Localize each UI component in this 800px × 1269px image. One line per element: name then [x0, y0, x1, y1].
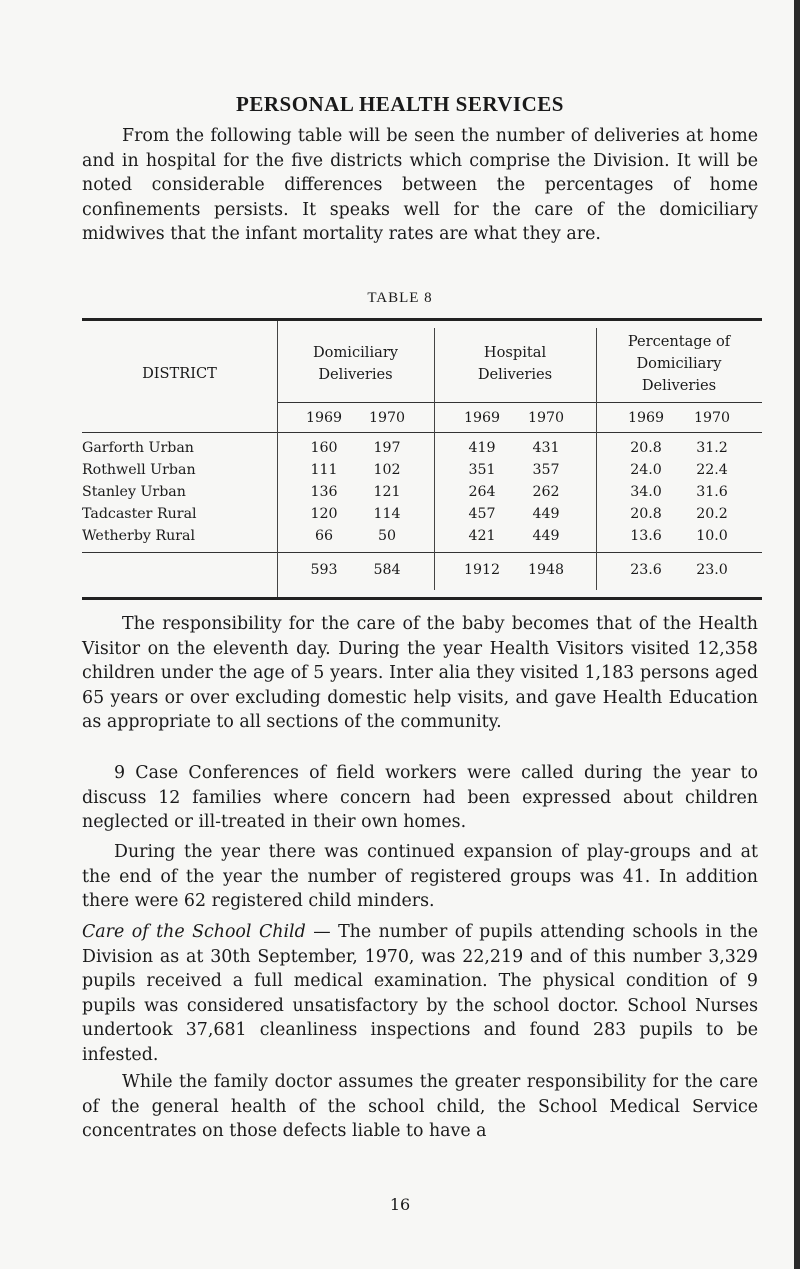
value-cell: 50: [377, 528, 397, 544]
value-cell: 20.8: [630, 440, 662, 456]
header-line: Hospital: [483, 344, 547, 361]
totals-rule: [82, 552, 762, 553]
value-cell: 22.4: [696, 462, 728, 478]
value-cell: 121: [373, 484, 401, 500]
table-bottom-rule: [82, 597, 762, 600]
year-header: 1970: [527, 410, 565, 426]
value-cell: 449: [532, 528, 560, 544]
district-cell: Tadcaster Rural: [82, 506, 197, 522]
value-cell: 13.6: [630, 528, 662, 544]
value-cell: 431: [532, 440, 560, 456]
value-cell: 457: [468, 506, 496, 522]
table-top-rule: [82, 318, 762, 321]
header-line: Percentage of: [627, 333, 731, 350]
header-line: Deliveries: [477, 366, 553, 383]
year-header: 1969: [305, 410, 343, 426]
value-cell: 102: [373, 462, 401, 478]
domiciliary-header: [277, 342, 434, 386]
year-header: 1970: [693, 410, 731, 426]
value-cell: 120: [310, 506, 338, 522]
total-cell: 23.6: [630, 562, 662, 578]
hospital-header: [434, 342, 596, 386]
health-visitor-paragraph: The responsibility for the care of the baby becomes that of the Health Visitor on the eleventh day. During the year Health Visitors visited 12,358 children under the age of 5 years. Inter alia they visited 1,183 persons aged 65 years or over excluding domestic help visits, and gave Health Education as appropriate to all sections of the community.: [82, 614, 758, 733]
value-cell: 197: [373, 440, 401, 456]
value-cell: 449: [532, 506, 560, 522]
value-cell: 357: [532, 462, 560, 478]
district-cell: Wetherby Rural: [82, 528, 196, 544]
page-edge: [794, 0, 800, 1269]
page-number: 16: [389, 1195, 411, 1214]
header-bottom-rule: [82, 432, 762, 433]
value-cell: 160: [310, 440, 338, 456]
district-cell: Stanley Urban: [82, 484, 186, 500]
value-cell: 351: [468, 462, 496, 478]
playgroups-paragraph: During the year there was continued expansion of play-groups and at the end of the year the number of registered groups was 41. In addition there were 62 registered child minders.: [82, 842, 758, 912]
value-cell: 419: [468, 440, 496, 456]
value-cell: 20.8: [630, 506, 662, 522]
value-cell: 262: [532, 484, 560, 500]
intro-paragraph: From the following table will be seen the number of deliveries at home and in hospital for the five districts which comprise the Division. It will be noted considerable differences between the percentages of home confinements persists. It speaks well for the care of the domiciliary midwives that the infant mortality rates are what they are.: [82, 126, 758, 245]
value-cell: 31.6: [696, 484, 728, 500]
district-cell: Garforth Urban: [82, 440, 194, 456]
year-header: 1969: [463, 410, 501, 426]
year-header: 1969: [627, 410, 665, 426]
year-header: 1970: [368, 410, 406, 426]
table-title: TABLE 8: [367, 290, 433, 306]
header-year-rule: [277, 402, 762, 403]
total-cell: 593: [310, 562, 338, 578]
total-cell: 584: [373, 562, 401, 578]
header-line: Deliveries: [318, 366, 393, 383]
district-header: DISTRICT: [142, 365, 217, 382]
value-cell: 421: [468, 528, 496, 544]
school-child-paragraph: [82, 920, 758, 1068]
case-conferences-paragraph: 9 Case Conferences of field workers were called during the year to discuss 12 families where concern had been expressed about children neglected or ill-treated in their own homes.: [82, 763, 758, 833]
value-cell: 111: [310, 462, 338, 478]
school-child-heading: Care of the School Child: [82, 922, 306, 942]
value-cell: 264: [468, 484, 496, 500]
value-cell: 136: [310, 484, 338, 500]
school-medical-paragraph: While the family doctor assumes the greater responsibility for the care of the general health of the school child, the School Medical Service concentrates on those defects liable to have a: [82, 1072, 758, 1142]
value-cell: 66: [314, 528, 334, 544]
page-title: PERSONAL HEALTH SERVICES: [236, 92, 564, 116]
value-cell: 34.0: [630, 484, 662, 500]
value-cell: 24.0: [630, 462, 662, 478]
header-line: Deliveries: [641, 377, 717, 394]
deliveries-table: [82, 318, 762, 600]
value-cell: 10.0: [696, 528, 728, 544]
district-cell: Rothwell Urban: [82, 462, 196, 478]
value-cell: 31.2: [696, 440, 728, 456]
value-cell: 114: [373, 506, 401, 522]
header-line: Domiciliary: [312, 344, 399, 361]
total-cell: 23.0: [696, 562, 728, 578]
percentage-header: [596, 331, 762, 397]
school-child-text: — The number of pupils attending schools in the Division as at 30th September, 1970, was 22,219 and of this number 3,329 pupils received a full medical examination. The physical condition of 9 pupils was considered unsatisfactory by the school doctor. School Nurses undertook 37,681 cleanliness inspections and found 283 pupils to be infested.: [82, 922, 758, 1065]
total-cell: 1912: [463, 562, 501, 578]
header-line: Domiciliary: [636, 355, 722, 372]
total-cell: 1948: [527, 562, 565, 578]
value-cell: 20.2: [696, 506, 728, 522]
